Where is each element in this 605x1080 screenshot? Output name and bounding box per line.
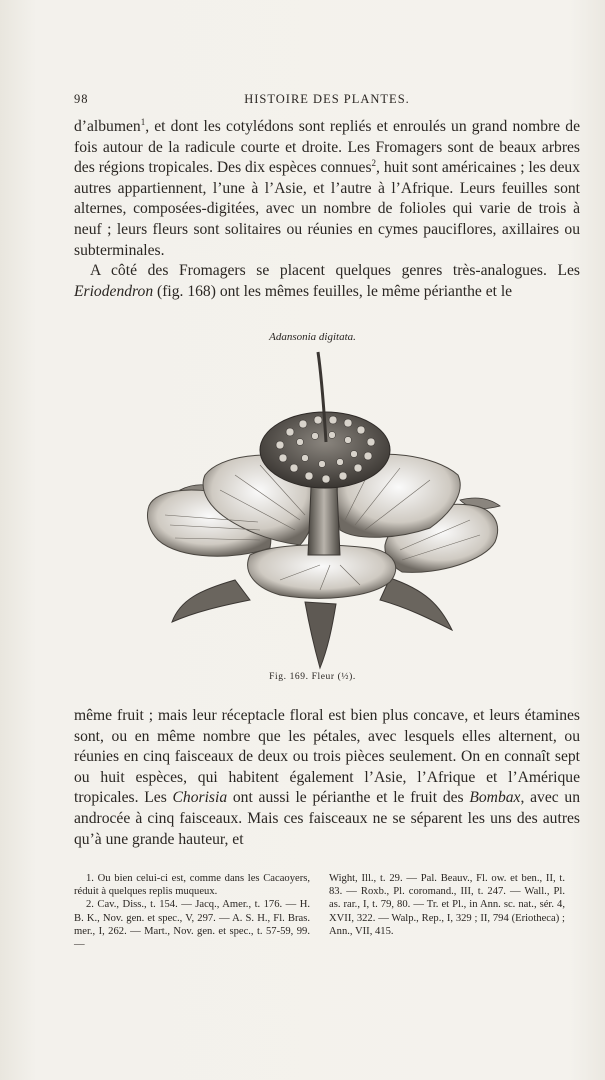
genus-chorisia: Chorisia — [172, 789, 228, 807]
footnote-2-continued: Wight, Ill., t. 29. — Pal. Beauv., Fl. ow. et ben., II, t. 83. — Roxb., Pl. coromand., III, t. 247. — Wall., Pl. as. rar., I, t. 79, 80. — Tr. et Pl., in Ann. sc. nat., sér. 4, XVII, 322. — Walp., Rep., I, 329 ; II, 794 (Eriotheca) ; Ann., VII, 415. — [329, 873, 565, 937]
figure-title: Adansonia digitata. — [269, 331, 356, 343]
body-text-bottom — [74, 706, 580, 850]
genus-eriodendron: Eriodendron — [74, 282, 154, 300]
footnotes-left-column — [74, 872, 310, 951]
page-header — [74, 92, 580, 110]
footnote-ref-1[interactable]: 1 — [140, 116, 146, 127]
body-text-top — [74, 117, 580, 302]
footnote-2: 2. Cav., Diss., t. 154. — Jacq., Amer., t. 176. — H. B. K., Nov. gen. et spec., V, 297. — A. S. H., Fl. Bras. mer., I, 262. — Mart., Nov. gen. et spec., t. 57-59, 99. — — [74, 899, 310, 951]
running-title: HISTOIRE DES PLANTES. — [244, 92, 410, 106]
figure-caption: Fig. 169. Fleur (½). — [269, 672, 356, 682]
footnote-ref-2[interactable]: 2 — [371, 158, 377, 168]
paragraph-chorisia: même fruit ; mais leur réceptacle floral est bien plus concave, et leurs étamines sont, ou en même nombre que les pétales, avec lesquels elles alternent, ou réunies en cinq faisceaux de deux ou trois pièces seulement. On en connaît sept ou huit espèces, qui habitent également l’Asie, l’Afrique et l’Amérique tropicales. Les Chorisia ont aussi le périanthe et le fruit des Bombax, avec un androcée à cinq faisceaux. Mais ces faisceaux ne se séparent les uns des autres qu’à une grande hauteur, et — [74, 707, 581, 848]
footnote-1: 1. Ou bien celui-ci est, comme dans les Cacaoyers, réduit à quelques replis muqueux. — [74, 873, 310, 898]
footnotes — [74, 872, 580, 962]
genus-bombax: Bombax — [469, 789, 521, 807]
footnotes-right-column — [329, 872, 565, 938]
adansonia-flower-figure — [140, 350, 510, 670]
paragraph-eriodendron: A côté des Fromagers se placent quelques genres très-analogues. Les Eriodendron (fig. 168) ont les mêmes feuilles, le même périanthe et le — [74, 262, 580, 300]
adansonia-flower-icon — [140, 350, 510, 670]
paragraph-fromagers: d’albumen$^1$, et dont les cotylédons sont repliés et enroulés un grand nombre de fois autour de la radicule courte et droite. Les Fromagers sont de beaux arbres des régions tropicales. Des dix espèces connues$^2$, huit sont américaines ; les deux autres appartiennent, l’une à l’Asie, et l’autre à l’Afrique. Leurs feuilles sont alternes, composées-digitées, avec un nombre de folioles qui varie de trois à neuf ; leurs fleurs sont solitaires ou réunies en cymes pauciflores, axillaires ou subterminales. — [74, 116, 580, 259]
page-number: 98 — [74, 92, 89, 106]
